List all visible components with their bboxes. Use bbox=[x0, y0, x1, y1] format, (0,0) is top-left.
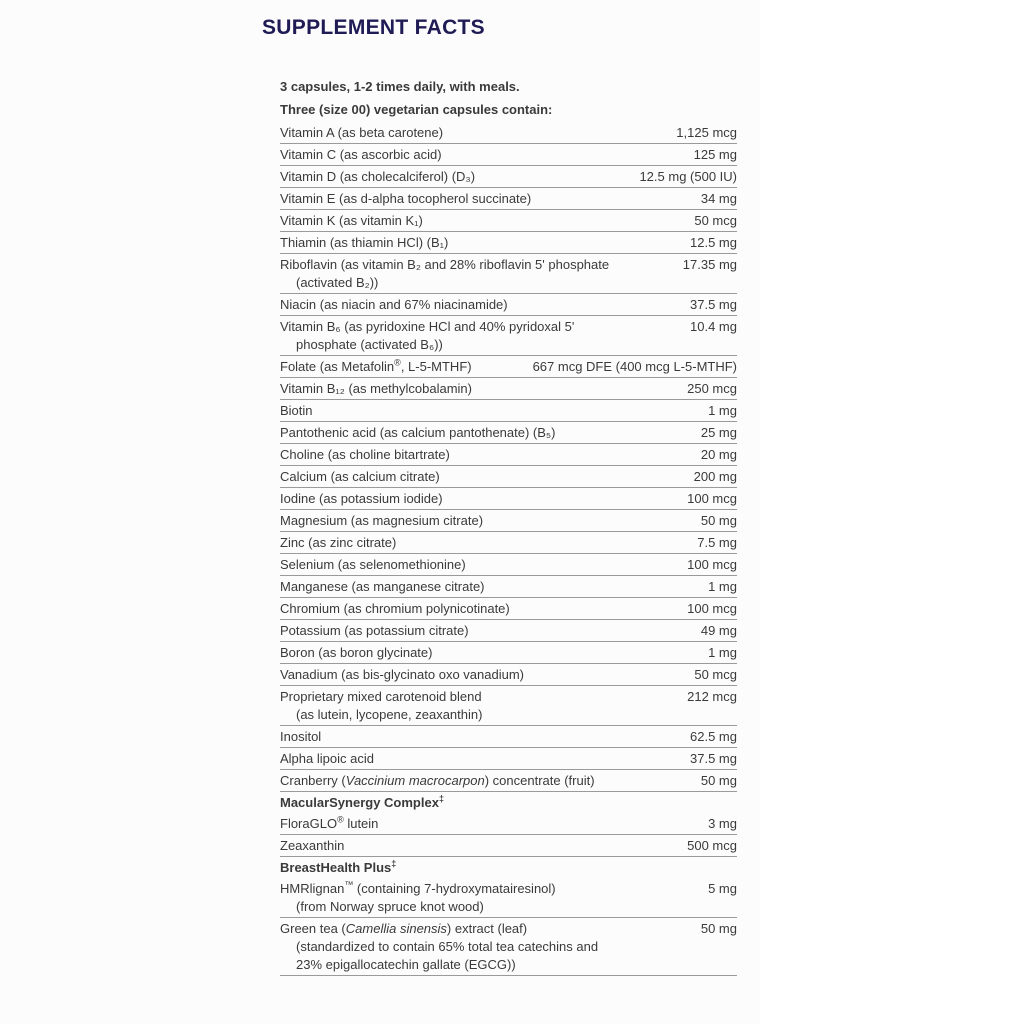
ingredient-amount: 34 mg bbox=[700, 191, 737, 206]
table-row bbox=[280, 316, 737, 356]
ingredient-amount: 37.5 mg bbox=[690, 297, 737, 312]
ingredient-name: Chromium (as chromium polynicotinate) bbox=[280, 601, 510, 616]
ingredient-name: Vitamin B₆ (as pyridoxine HCl and 40% pyridoxal 5' phosphate (activated B₆)) bbox=[280, 319, 575, 352]
table-row bbox=[280, 122, 737, 144]
ingredient-amount: 125 mg bbox=[693, 147, 737, 162]
table-row bbox=[280, 686, 737, 726]
ingredient-name: Zinc (as zinc citrate) bbox=[280, 535, 397, 550]
ingredient-amount: 49 mg bbox=[700, 623, 737, 638]
table-row bbox=[280, 144, 737, 166]
ingredient-name: Vitamin K (as vitamin K₁) bbox=[280, 213, 423, 228]
ingredient-name: Boron (as boron glycinate) bbox=[280, 645, 433, 660]
ingredient-name: Vitamin B₁₂ (as methylcobalamin) bbox=[280, 381, 472, 396]
table-row bbox=[280, 835, 737, 857]
ingredient-name: Riboflavin (as vitamin B₂ and 28% riboflavin 5' phosphate (activated B₂)) bbox=[280, 257, 610, 290]
ingredient-amount: 20 mg bbox=[700, 447, 737, 462]
ingredient-amount: 25 mg bbox=[700, 425, 737, 440]
table-row bbox=[280, 598, 737, 620]
ingredient-name: Vitamin D (as cholecalciferol) (D₃) bbox=[280, 169, 476, 184]
ingredient-amount: 1 mg bbox=[708, 645, 737, 660]
ingredient-amount: 667 mcg DFE (400 mcg L-5-MTHF) bbox=[532, 359, 737, 374]
table-row bbox=[280, 488, 737, 510]
ingredient-amount: 10.4 mg bbox=[690, 319, 737, 334]
ingredient-amount: 1,125 mcg bbox=[676, 125, 737, 140]
table-row bbox=[280, 748, 737, 770]
ingredient-name: Manganese (as manganese citrate) bbox=[280, 579, 485, 594]
ingredient-amount: 100 mcg bbox=[687, 557, 737, 572]
table-row bbox=[280, 510, 737, 532]
ingredient-name: HMRlignan™ (containing 7-hydroxymatairesinol) (from Norway spruce knot wood) bbox=[280, 879, 556, 914]
table-row bbox=[280, 210, 737, 232]
ingredient-amount: 62.5 mg bbox=[690, 729, 737, 744]
ingredient-name: Folate (as Metafolin®, L-5-MTHF) bbox=[280, 357, 472, 374]
table-row bbox=[280, 620, 737, 642]
ingredient-name: Magnesium (as magnesium citrate) bbox=[280, 513, 484, 528]
ingredient-name: Niacin (as niacin and 67% niacinamide) bbox=[280, 297, 508, 312]
ingredient-amount: 3 mg bbox=[708, 816, 737, 831]
ingredient-name: Vanadium (as bis-glycinato oxo vanadium) bbox=[280, 667, 524, 682]
ingredient-amount: 250 mcg bbox=[687, 381, 737, 396]
table-row bbox=[280, 422, 737, 444]
ingredient-name: Vitamin E (as d-alpha tocopherol succinate) bbox=[280, 191, 532, 206]
table-row bbox=[280, 378, 737, 400]
ingredient-amount: 200 mg bbox=[693, 469, 737, 484]
ingredient-amount: 50 mcg bbox=[694, 667, 737, 682]
ingredient-name: Biotin bbox=[280, 403, 313, 418]
ingredient-name: Choline (as choline bitartrate) bbox=[280, 447, 450, 462]
table-row bbox=[280, 400, 737, 422]
label-content bbox=[262, 16, 739, 976]
ingredient-amount: 100 mcg bbox=[687, 491, 737, 506]
ingredient-amount: 50 mg bbox=[700, 773, 737, 788]
ingredient-name: Calcium (as calcium citrate) bbox=[280, 469, 440, 484]
ingredient-name: Cranberry (Vaccinium macrocarpon) concentrate (fruit) bbox=[280, 773, 595, 788]
ingredient-name: Alpha lipoic acid bbox=[280, 751, 374, 766]
table-row bbox=[280, 444, 737, 466]
table-row bbox=[280, 532, 737, 554]
ingredient-amount: 50 mg bbox=[700, 513, 737, 528]
ingredient-name: Thiamin (as thiamin HCl) (B₁) bbox=[280, 235, 449, 250]
table-row bbox=[280, 232, 737, 254]
ingredient-amount: 7.5 mg bbox=[697, 535, 737, 550]
ingredient-amount: 500 mcg bbox=[687, 838, 737, 853]
ingredient-name: Zeaxanthin bbox=[280, 838, 345, 853]
ingredient-name: Green tea (Camellia sinensis) extract (leaf) (standardized to contain 65% total tea catechins and 23% epigallocatechin gallate (EGCG)) bbox=[280, 921, 599, 972]
table-row bbox=[280, 642, 737, 664]
ingredient-amount: 1 mg bbox=[708, 403, 737, 418]
serving-directions: 3 capsules, 1-2 times daily, with meals. bbox=[280, 79, 520, 94]
ingredient-name: FloraGLO® lutein bbox=[280, 814, 379, 831]
table-row bbox=[280, 664, 737, 686]
ingredient-amount: 5 mg bbox=[708, 881, 737, 896]
table-row bbox=[280, 770, 737, 792]
ingredient-name: Vitamin C (as ascorbic acid) bbox=[280, 147, 442, 162]
ingredient-name: Inositol bbox=[280, 729, 322, 744]
table-row bbox=[280, 254, 737, 294]
ingredient-name: Vitamin A (as beta carotene) bbox=[280, 125, 444, 140]
ingredient-amount: 212 mcg bbox=[687, 689, 737, 704]
table-row bbox=[280, 554, 737, 576]
table-row bbox=[280, 918, 737, 976]
ingredient-amount: 1 mg bbox=[708, 579, 737, 594]
table-row bbox=[280, 813, 737, 835]
ingredient-name: Selenium (as selenomethionine) bbox=[280, 557, 466, 572]
ingredient-amount: 100 mcg bbox=[687, 601, 737, 616]
table-row bbox=[280, 356, 737, 378]
ingredient-amount: 12.5 mg bbox=[690, 235, 737, 250]
ingredient-amount: 12.5 mg (500 IU) bbox=[639, 169, 737, 184]
table-row bbox=[280, 166, 737, 188]
ingredient-name: Proprietary mixed carotenoid blend (as lutein, lycopene, zeaxanthin) bbox=[280, 689, 483, 722]
page-title: SUPPLEMENT FACTS bbox=[262, 16, 485, 39]
table-row bbox=[280, 294, 737, 316]
ingredient-amount: 17.35 mg bbox=[682, 257, 737, 272]
table-row bbox=[280, 466, 737, 488]
ingredient-amount: 50 mg bbox=[700, 921, 737, 936]
table-row bbox=[280, 576, 737, 598]
ingredient-name: Iodine (as potassium iodide) bbox=[280, 491, 443, 506]
ingredient-name: BreastHealth Plus‡ bbox=[280, 858, 397, 875]
capsules-contain-heading: Three (size 00) vegetarian capsules contain: bbox=[280, 102, 553, 117]
table-row bbox=[280, 188, 737, 210]
ingredient-name: Pantothenic acid (as calcium pantothenate) (B₅) bbox=[280, 425, 556, 440]
table-row bbox=[280, 726, 737, 748]
facts-table bbox=[280, 122, 737, 976]
table-row bbox=[280, 878, 737, 918]
section-header-row bbox=[280, 792, 737, 813]
ingredient-amount: 37.5 mg bbox=[690, 751, 737, 766]
ingredient-name: MacularSynergy Complex‡ bbox=[280, 793, 444, 810]
section-header-row bbox=[280, 857, 737, 878]
ingredient-amount: 50 mcg bbox=[694, 213, 737, 228]
ingredient-name: Potassium (as potassium citrate) bbox=[280, 623, 469, 638]
